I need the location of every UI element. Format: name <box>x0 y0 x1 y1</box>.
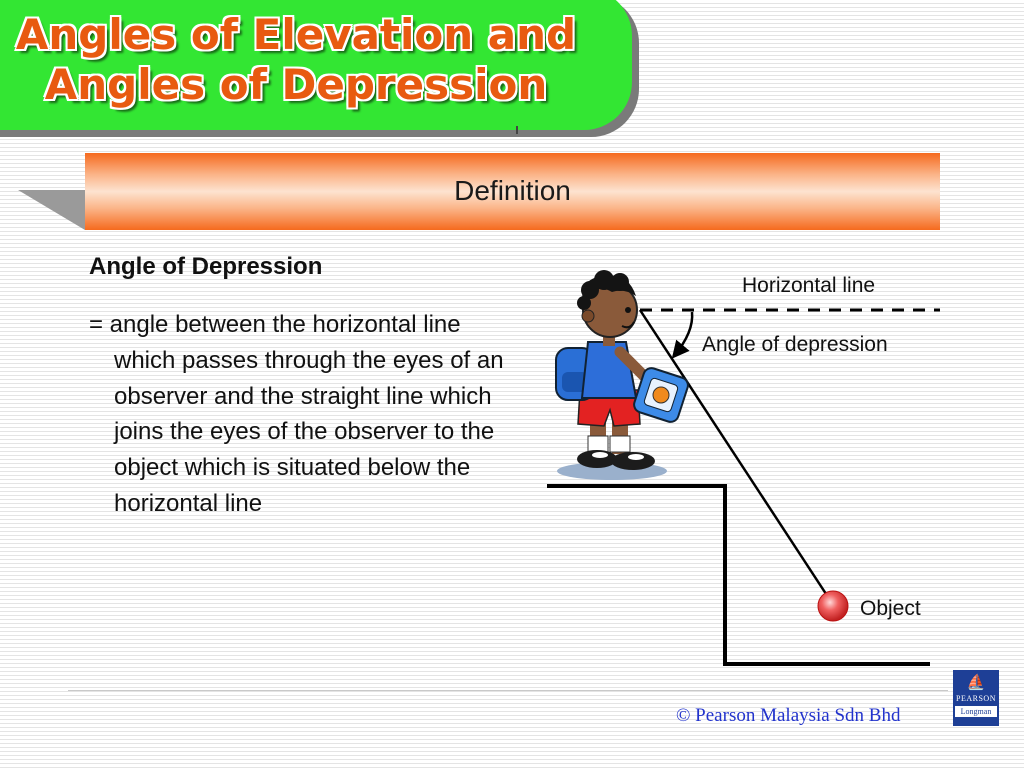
title-line-2: Angles of Depression <box>44 60 548 109</box>
logo-word-pearson: PEARSON <box>956 694 996 703</box>
title-line-1: Angles of Elevation and <box>15 10 577 59</box>
horizontal-line-label: Horizontal line <box>742 274 876 297</box>
object-label: Object <box>860 597 921 620</box>
pearson-longman-logo <box>953 670 999 726</box>
cliff-outline <box>547 486 930 664</box>
footer-divider <box>68 690 948 691</box>
definition-header-text: Definition <box>454 175 571 206</box>
angle-arc-arrow <box>674 312 692 356</box>
logo-word-longman: Longman <box>955 706 997 717</box>
term-heading: Angle of Depression <box>89 253 323 280</box>
ship-icon: ⛵ <box>966 674 986 691</box>
object-ball <box>818 591 848 621</box>
copyright-text: © Pearson Malaysia Sdn Bhd <box>676 705 901 726</box>
angle-of-depression-label: Angle of depression <box>702 333 888 356</box>
definition-text: = angle between the horizontal line which passes through the eyes of an observer and the straight line which joins the eyes of the observer to the object which is situated below the horizontal line <box>89 311 504 517</box>
observer-illustration <box>556 270 690 480</box>
